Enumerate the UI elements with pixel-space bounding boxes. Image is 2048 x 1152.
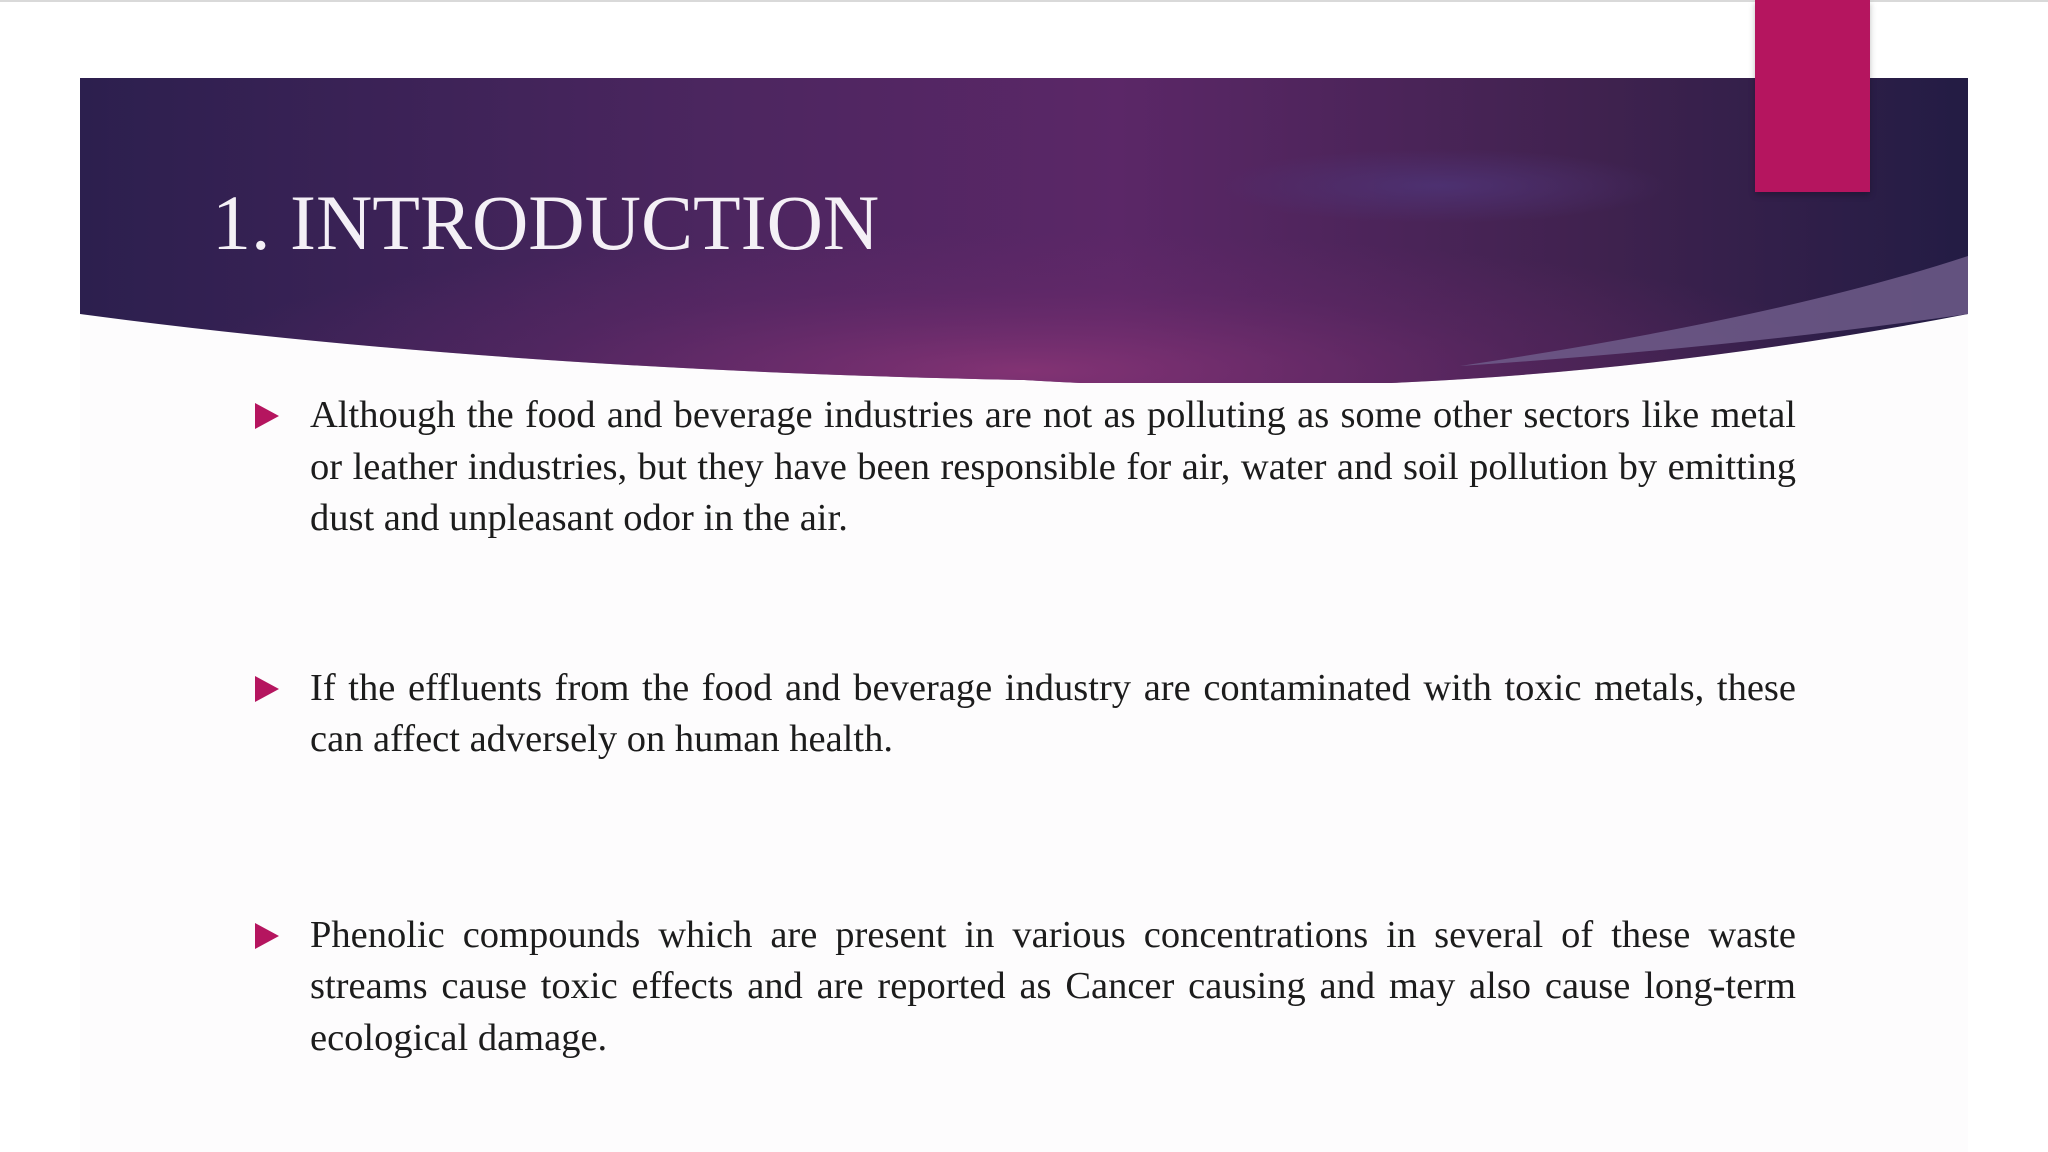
triangle-bullet-icon — [255, 676, 279, 702]
bullet-text: Although the food and beverage industries are not as polluting as some other sectors like metal or leather industries, but they have been responsible for air, water and soil pollution by emitting dust and unpleasant odor in the air. — [310, 394, 1796, 539]
bullet-text: Phenolic compounds which are present in various concentrations in several of these waste streams cause toxic effects and are reported as Cancer causing and may also cause long-term ecological damage. — [310, 913, 1796, 1059]
triangle-bullet-icon — [255, 923, 279, 949]
accent-tab — [1755, 0, 1870, 192]
top-divider — [0, 0, 2048, 2]
slide-title: 1. INTRODUCTION — [212, 179, 880, 266]
bullet-item — [250, 910, 1796, 1065]
bullet-text: If the effluents from the food and beverage industry are contaminated with toxic metals, these can affect adversely on human health. — [310, 666, 1796, 760]
bullet-list — [250, 390, 1796, 1152]
triangle-bullet-icon — [255, 403, 279, 429]
bullet-item — [250, 663, 1796, 766]
bullet-item — [250, 390, 1796, 545]
